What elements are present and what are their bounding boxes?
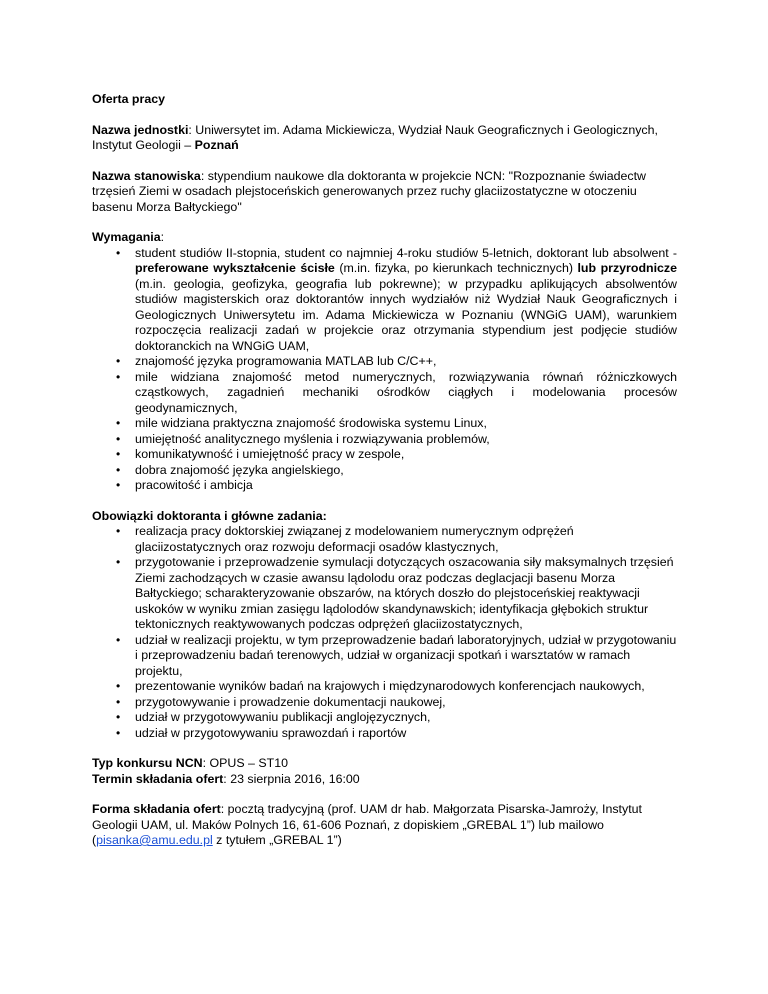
position-label: Nazwa stanowiska	[92, 168, 201, 183]
list-item: • przygotowanie i przeprowadzenie symulacji dotyczących oszacowania siły maksymalnych trzęsień Ziemi zachodzących w czasie awansu lądolodu oraz podczas deglacjacji basenu Morza Bałtyckiego; scharakteryzowanie obszarów, na których doszło do plejstoceńskiej reaktywacji uskoków w wyniku zmian zasięgu lądolodów skandynawskich; identyfikacja głębokich struktur tektonicznych reaktywowanych podczas odprężeń glaciizostatycznych,	[92, 555, 677, 633]
duties-heading: Obowiązki doktoranta i główne zadania:	[92, 508, 327, 523]
deadline-line: Termin składania ofert: 23 sierpnia 2016, 16:00	[92, 771, 360, 786]
list-item: • dobra znajomość języka angielskiego,	[92, 463, 677, 479]
list-item: • mile widziana znajomość metod numerycznych, rozwiązywania równań różniczkowych cząstkowych, zagadnień mechaniki ośrodków ciągłych i modelowania procesów geodynamicznych,	[92, 370, 677, 417]
unit-city: Poznań	[194, 138, 239, 152]
list-item: • student studiów II-stopnia, student co najmniej 4-roku studiów 5-letnich, doktorant lub absolwent - preferowane wykształcenie ścisłe (m.in. fizyka, po kierunkach technicznych) lub przyrodnicze (m.in. geologia, geofizyka, geografia lub pokrewne); w przypadku aplikujących absolwentów studiów magisterskich oraz doktorantów innych wydziałów niż Wydział Nauk Geograficznych i Geologicznych Uniwersytetu im. Adama Mickiewicza w Poznaniu (WNGiG UAM), warunkiem rozpoczęcia realizacji zadań w projekcie oraz otrzymania stypendium jest podjęcie studiów doktoranckich na WNGiG UAM,	[92, 246, 677, 355]
position-paragraph: Nazwa stanowiska: stypendium naukowe dla doktoranta w projekcie NCN: "Rozpoznanie świadectw trzęsień Ziemi w osadach plejstoceńskich generowanych przez ruchy glaciizostatyczne w otoczeniu basenu Morza Bałtyckiego"	[92, 168, 646, 214]
competition-label: Typ konkursu NCN	[92, 756, 203, 770]
competition-value: OPUS – ST10	[209, 756, 289, 770]
unit-label: Nazwa jednostki	[92, 122, 189, 137]
list-item: • udział w przygotowywaniu publikacji anglojęzycznych,	[92, 710, 677, 726]
competition-line: Typ konkursu NCN: OPUS – ST10	[92, 756, 289, 770]
list-item: • pracowitość i ambicja	[92, 478, 677, 494]
page-title: Oferta pracy	[92, 92, 166, 106]
list-item: • udział w przygotowywaniu sprawozdań i raportów	[92, 726, 677, 742]
submission-paragraph: Forma składania ofert: pocztą tradycyjną (prof. UAM dr hab. Małgorzata Pisarska-Jamroży, Instytut Geologii UAM, ul. Maków Polnych 16, 61-606 Poznań, z dopiskiem „GREBAL 1”) lub mailowo (pisanka@amu.edu.pl z tytułem „GREBAL 1”)	[92, 802, 642, 847]
requirements-heading: Wymagania:	[92, 230, 165, 244]
list-item: • przygotowywanie i prowadzenie dokumentacji naukowej,	[92, 695, 677, 711]
unit-text: Uniwersytet im. Adama Mickiewicza, Wydział Nauk Geograficznych i Geologicznych, Instytut Geologii –	[92, 122, 658, 152]
requirements-list	[92, 246, 677, 494]
position-text: stypendium naukowe dla doktoranta w projekcie NCN: "Rozpoznanie świadectw trzęsień Ziemi w osadach plejstoceńskich generowanych przez ruchy glaciizostatyczne w otoczeniu basenu Morza Bałtyckiego"	[92, 168, 646, 214]
submission-label: Forma składania ofert	[92, 802, 221, 816]
email-link[interactable]: pisanka@amu.edu.pl	[96, 833, 213, 847]
unit-paragraph: Nazwa jednostki: Uniwersytet im. Adama Mickiewicza, Wydział Nauk Geograficznych i Geologicznych, Instytut Geologii – Poznań	[92, 122, 658, 152]
list-item: • prezentowanie wyników badań na krajowych i międzynarodowych konferencjach naukowych,	[92, 679, 677, 695]
list-item: • komunikatywność i umiejętność pracy w zespole,	[92, 447, 677, 463]
list-item: • realizacja pracy doktorskiej związanej z modelowaniem numerycznym odprężeń glaciizostatycznych oraz rozwoju deformacji osadów klastycznych,	[92, 524, 677, 555]
list-item: • umiejętność analitycznego myślenia i rozwiązywania problemów,	[92, 432, 677, 448]
deadline-value: 23 sierpnia 2016, 16:00	[230, 771, 360, 786]
list-item: • udział w realizacji projektu, w tym przeprowadzenie badań laboratoryjnych, udział w przygotowaniu i przeprowadzeniu badań terenowych, udział w organizacji spotkań i warsztatów w ramach projektu,	[92, 633, 677, 680]
duties-list	[92, 524, 677, 741]
list-item: • mile widziana praktyczna znajomość środowiska systemu Linux,	[92, 416, 677, 432]
submission-suffix: z tytułem „GREBAL 1”)	[212, 833, 342, 847]
submission-text: pocztą tradycyjną (prof. UAM dr hab. Małgorzata Pisarska-Jamroży, Instytut Geologii UAM, ul. Maków Polnych 16, 61-606 Poznań, z dopiskiem „GREBAL 1”) lub mailowo (	[92, 802, 642, 847]
document-content	[92, 92, 677, 849]
list-item: • znajomość języka programowania MATLAB lub C/C++,	[92, 354, 677, 370]
deadline-label: Termin składania ofert	[92, 771, 224, 786]
